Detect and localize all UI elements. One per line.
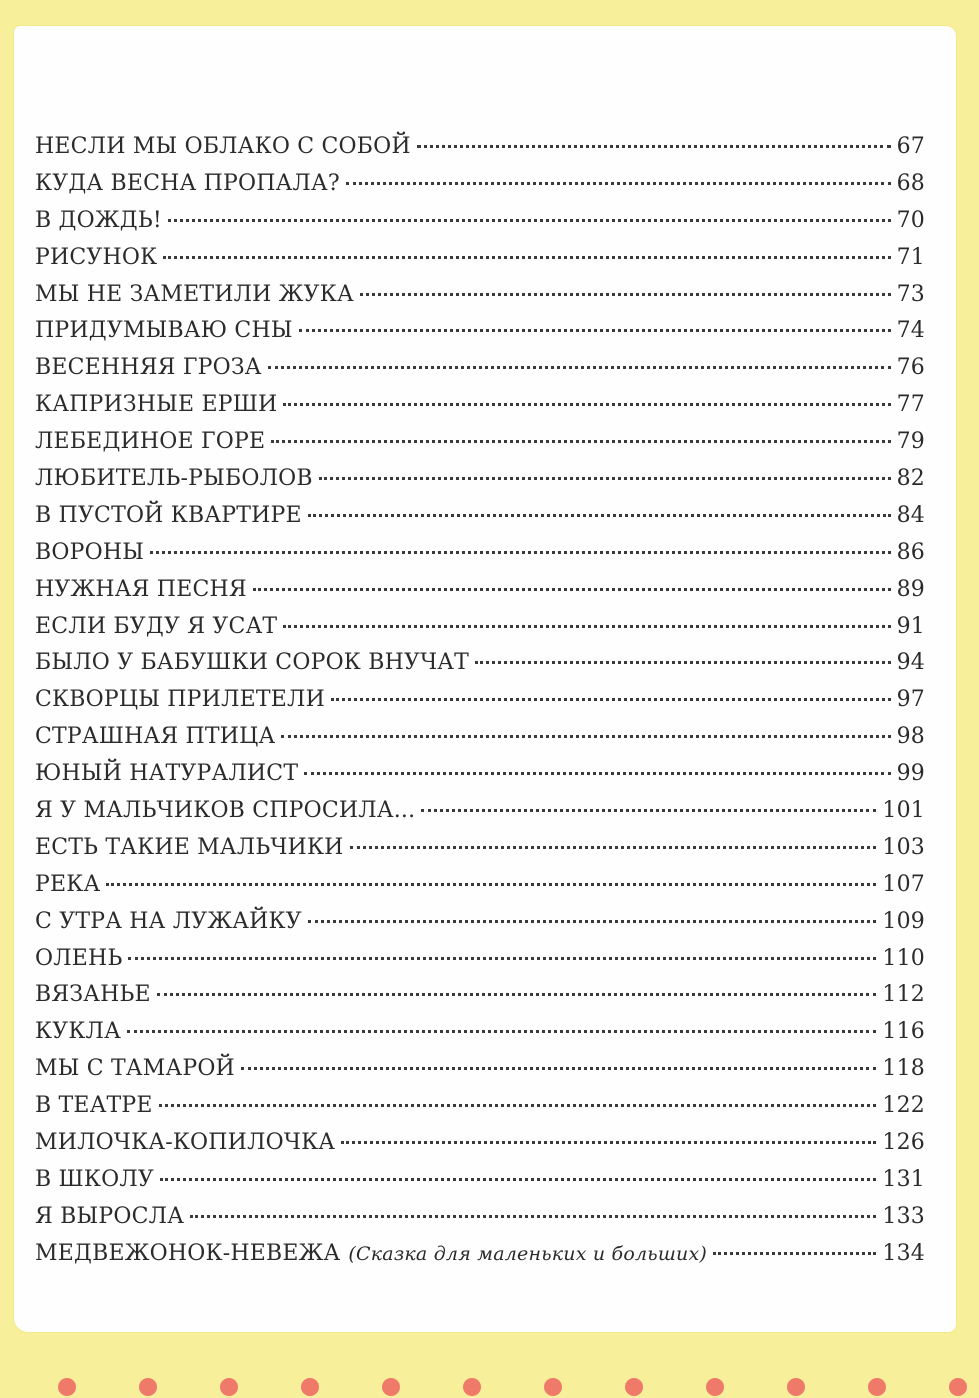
toc-entry-page-number: 109 [882, 908, 925, 934]
toc-entry-title: Я ВЫРОСЛА [35, 1203, 185, 1229]
toc-entry-title: В ДОЖДЬ! [35, 207, 162, 233]
toc-entry [35, 946, 925, 983]
toc-entry-title: ЮНЫЙ НАТУРАЛИСТ [35, 761, 299, 787]
toc-entry-title: МЕДВЕЖОНОК-НЕВЕЖА [35, 1240, 341, 1266]
toc-entry-title: ЛЮБИТЕЛЬ-РЫБОЛОВ [35, 466, 313, 492]
toc-entry-title: С УТРА НА ЛУЖАЙКУ [35, 908, 302, 934]
toc-entry [35, 724, 925, 761]
toc-entry-page-number: 91 [896, 613, 925, 639]
decorative-dot [220, 1378, 238, 1396]
toc-entry-page-number: 131 [882, 1166, 925, 1192]
toc-entry [35, 245, 925, 282]
dot-leader [127, 1030, 876, 1033]
decorative-dot [949, 1378, 967, 1396]
toc-entry-title: МЫ С ТАМАРОЙ [35, 1056, 235, 1082]
decorative-dot-border [0, 1372, 979, 1398]
dot-leader [421, 809, 876, 812]
toc-entry [35, 1167, 925, 1204]
toc-entry-title: НЕСЛИ МЫ ОБЛАКО С СОБОЙ [35, 134, 411, 159]
toc-entry [35, 503, 925, 540]
dot-leader [168, 219, 891, 222]
dot-leader [283, 403, 890, 406]
toc-entry-title: В ПУСТОЙ КВАРТИРЕ [35, 502, 302, 528]
toc-entry-page-number: 71 [896, 244, 925, 270]
dot-leader [281, 735, 890, 738]
toc-entry-title: ЕСТЬ ТАКИЕ МАЛЬЧИКИ [35, 834, 344, 860]
toc-entry-page-number: 134 [882, 1240, 925, 1266]
toc-entry [35, 208, 925, 245]
decorative-dot [544, 1378, 562, 1396]
dot-leader [713, 1252, 876, 1255]
toc-entry-page-number: 86 [896, 539, 925, 565]
toc-entry-title: ПРИДУМЫВАЮ СНЫ [35, 318, 293, 344]
toc-entry-title: КУДА ВЕСНА ПРОПАЛА? [35, 170, 340, 196]
dot-leader [271, 440, 890, 443]
toc-entry-title: ЛЕБЕДИНОЕ ГОРЕ [35, 429, 266, 455]
toc-entry-page-number: 97 [896, 687, 925, 713]
toc-entry [35, 909, 925, 946]
dot-leader [299, 329, 891, 332]
toc-entry-page-number: 67 [896, 134, 925, 159]
toc-entry-page-number: 94 [896, 650, 925, 676]
toc-entry [35, 1204, 925, 1241]
decorative-dot [463, 1378, 481, 1396]
toc-entry-page-number: 98 [896, 724, 925, 750]
dot-leader [319, 477, 891, 480]
table-of-contents [35, 134, 925, 1278]
dot-leader [150, 551, 891, 554]
toc-entry-page-number: 122 [882, 1093, 925, 1119]
decorative-dot [139, 1378, 157, 1396]
toc-entry [35, 687, 925, 724]
toc-entry-title: ЕСЛИ БУДУ Я УСАТ [35, 613, 278, 639]
toc-entry-title: В ШКОЛУ [35, 1166, 154, 1192]
toc-entry-title: РЕКА [35, 871, 101, 897]
dot-leader [253, 588, 891, 591]
dot-leader [128, 957, 876, 960]
toc-entry-page-number: 74 [896, 318, 925, 344]
toc-entry [35, 282, 925, 319]
toc-entry [35, 466, 925, 503]
dot-leader [241, 1067, 876, 1070]
toc-entry [35, 577, 925, 614]
dot-leader [163, 256, 890, 259]
toc-entry [35, 540, 925, 577]
dot-leader [308, 514, 891, 517]
toc-entry-title: БЫЛО У БАБУШКИ СОРОК ВНУЧАТ [35, 650, 470, 676]
dot-leader [346, 182, 891, 185]
toc-entry-page-number: 107 [882, 871, 925, 897]
toc-entry-page-number: 126 [882, 1130, 925, 1156]
toc-entry-page-number: 70 [896, 207, 925, 233]
toc-entry-note: (Сказка для маленьких и больших) [348, 1242, 707, 1265]
dot-leader [475, 661, 891, 664]
toc-entry [35, 1241, 925, 1278]
dot-leader [341, 1141, 876, 1144]
toc-entry-page-number: 82 [896, 466, 925, 492]
dot-leader [106, 883, 876, 886]
toc-entry-title: РИСУНОК [35, 244, 158, 270]
decorative-dot [787, 1378, 805, 1396]
toc-entry [35, 1019, 925, 1056]
toc-entry [35, 650, 925, 687]
toc-entry [35, 392, 925, 429]
toc-entry-page-number: 99 [896, 761, 925, 787]
toc-entry-title: В ТЕАТРЕ [35, 1093, 153, 1119]
dot-leader [160, 1178, 876, 1181]
toc-entry [35, 761, 925, 798]
toc-entry-title: Я У МАЛЬЧИКОВ СПРОСИЛА... [35, 798, 416, 824]
toc-entry-title: НУЖНАЯ ПЕСНЯ [35, 576, 247, 602]
toc-entry-title: МИЛОЧКА-КОПИЛОЧКА [35, 1130, 336, 1156]
dot-leader [331, 698, 891, 701]
toc-entry-page-number: 68 [896, 170, 925, 196]
toc-entry [35, 835, 925, 872]
dot-leader [308, 920, 877, 923]
dot-leader [268, 366, 891, 369]
dot-leader [190, 1215, 876, 1218]
toc-entry-title: МЫ НЕ ЗАМЕТИЛИ ЖУКА [35, 281, 354, 307]
toc-entry [35, 355, 925, 392]
toc-entry [35, 614, 925, 651]
toc-entry [35, 171, 925, 208]
toc-entry-page-number: 112 [882, 982, 925, 1008]
toc-entry-page-number: 133 [882, 1203, 925, 1229]
dot-leader [304, 772, 890, 775]
toc-entry-page-number: 89 [896, 576, 925, 602]
toc-entry-page-number: 79 [896, 429, 925, 455]
toc-entry-title: КУКЛА [35, 1019, 121, 1045]
toc-entry-title: СКВОРЦЫ ПРИЛЕТЕЛИ [35, 687, 325, 713]
decorative-dot [625, 1378, 643, 1396]
dot-leader [350, 846, 877, 849]
decorative-dot [382, 1378, 400, 1396]
toc-entry-title: ВЯЗАНЬЕ [35, 982, 151, 1008]
toc-entry-title: ВОРОНЫ [35, 539, 145, 565]
toc-entry-title: ВЕСЕННЯЯ ГРОЗА [35, 355, 262, 381]
toc-entry [35, 798, 925, 835]
toc-entry [35, 1093, 925, 1130]
decorative-dot [706, 1378, 724, 1396]
dot-leader [283, 625, 890, 628]
toc-entry [35, 429, 925, 466]
toc-entry-title: СТРАШНАЯ ПТИЦА [35, 724, 276, 750]
toc-entry-page-number: 101 [882, 798, 925, 824]
dot-leader [157, 993, 877, 996]
decorative-dot [301, 1378, 319, 1396]
toc-entry-page-number: 76 [896, 355, 925, 381]
toc-entry-page-number: 110 [882, 945, 925, 971]
toc-entry-page-number: 84 [896, 502, 925, 528]
dot-leader [159, 1104, 877, 1107]
dot-leader [360, 293, 891, 296]
decorative-dot [58, 1378, 76, 1396]
toc-entry [35, 1056, 925, 1093]
toc-entry-page-number: 118 [882, 1056, 925, 1082]
decorative-dot [868, 1378, 886, 1396]
toc-entry [35, 872, 925, 909]
toc-entry-page-number: 103 [882, 834, 925, 860]
toc-entry [35, 982, 925, 1019]
dot-leader [417, 145, 891, 148]
toc-entry [35, 1130, 925, 1167]
toc-entry [35, 134, 925, 171]
toc-entry-page-number: 116 [882, 1019, 925, 1045]
toc-entry [35, 318, 925, 355]
toc-entry-page-number: 73 [896, 281, 925, 307]
toc-entry-title: ОЛЕНЬ [35, 945, 123, 971]
toc-entry-title: КАПРИЗНЫЕ ЕРШИ [35, 392, 278, 418]
toc-entry-page-number: 77 [896, 392, 925, 418]
